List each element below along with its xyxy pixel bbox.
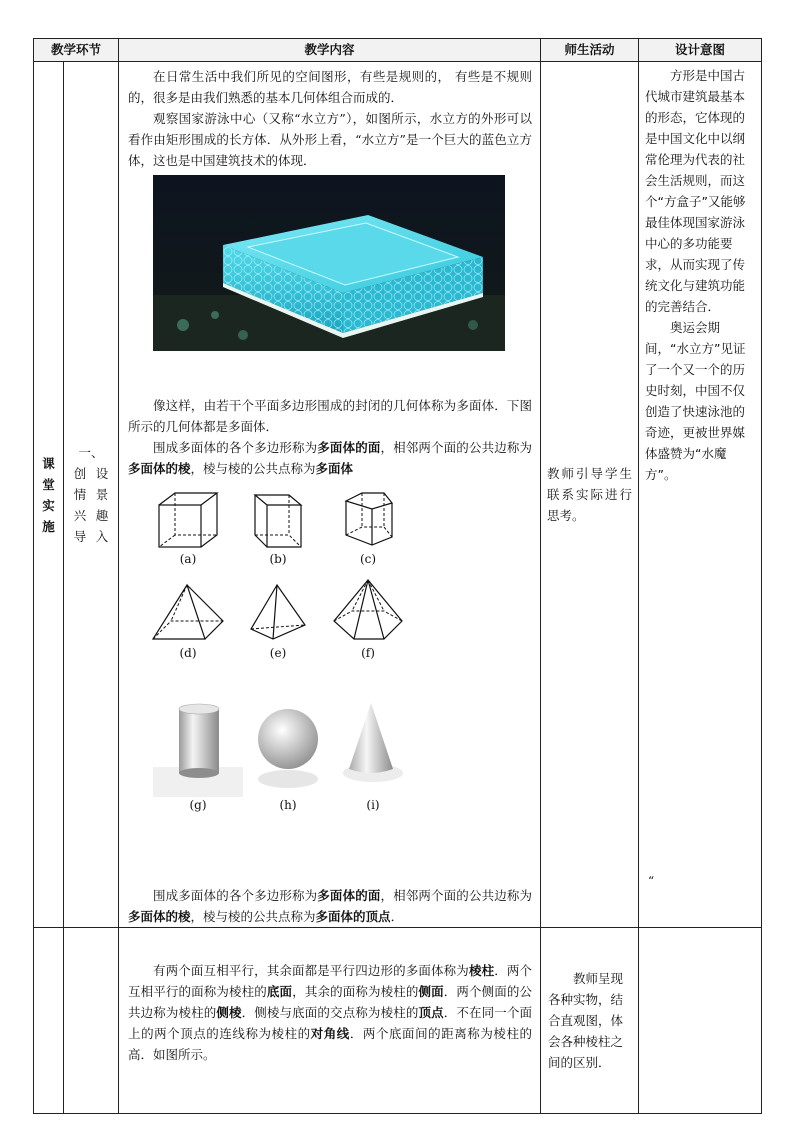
stray-quote-mark: “ [648,874,655,888]
triangular-prism-figure [251,489,305,551]
figure-caption: (f) [361,646,375,660]
stage-char: 入 [95,529,109,544]
figure-d [143,581,233,661]
row-intro [34,62,762,928]
cube-figure [156,489,220,551]
polyhedra-figures [128,489,532,869]
water-cube-photo [153,175,505,351]
content-paragraph: 像这样，由若干个平面多边形围成的封闭的几何体称为多面体．下图所示的几何体都是多面体． [128,398,533,434]
prism-definition-cell [119,928,541,1114]
figure-c [328,489,408,567]
stage-number: 一、 [78,445,104,460]
activity-cell-2: 教师呈现各种实物，结合直观图，体会各种棱柱之间的区别． [541,928,639,1114]
empty-cell [34,928,64,1114]
figure-h [243,701,333,813]
stage-char: 情 [73,487,87,502]
stage-char: 趣 [95,508,109,523]
pentagonal-prism-figure [340,489,396,551]
section-label [34,62,64,928]
header-intent: 设计意图 [639,39,762,62]
stage-char: 设 [95,466,109,481]
header-stage: 教学环节 [34,39,119,62]
section-char: 实 [42,497,55,513]
section-char: 课 [42,455,55,471]
content-paragraph: 在日常生活中我们所见的空间图形，有些是规则的， 有些是不规则的，很多是由我们熟悉的基本几何体组合而成的． [128,69,533,105]
figure-e [238,581,318,661]
header-row [34,39,762,62]
figure-caption: (h) [279,798,297,812]
header-content: 教学内容 [119,39,541,62]
lesson-table [33,38,762,1114]
figure-caption: (d) [179,646,197,660]
figure-g [148,701,248,813]
activity-cell: 教师引导学生联系实际进行思考。 [541,62,639,928]
content-cell [119,62,541,928]
figure-i [328,701,418,813]
figure-caption: (i) [366,798,380,812]
figure-a [148,489,228,567]
prism-definition: 有两个面互相平行，其余面都是平行四边形的多面体称为棱柱．两个互相平行的面称为棱柱的底面，其余的面称为棱柱的侧面．两个侧面的公共边称为棱柱的侧棱．侧棱与底面的交点称为棱柱的顶点．不在同一个面上的两个顶点的连线称为棱柱的对角线．两个底面间的距离称为棱柱的高．如图所示。 [128,963,532,1062]
cylinder-figure [153,701,243,797]
content-paragraph: 围成多面体的各个多边形称为多面体的面，相邻两个面的公共边称为多面体的棱，棱与棱的公共点称为多面体的顶点． [128,888,532,924]
row-prism [34,928,762,1114]
stage-char: 景 [95,487,109,502]
figure-caption: (b) [269,552,287,566]
stage-label [64,62,119,928]
stage-char: 兴 [73,508,87,523]
stage-char: 导 [73,529,87,544]
intent-cell [639,62,762,928]
section-char: 堂 [42,476,55,492]
content-paragraph: 围成多面体的各个多边形称为多面体的面，相邻两个面的公共边称为多面体的棱，棱与棱的公共点称为多面体 [128,440,532,476]
square-pyramid-figure [149,581,227,645]
intent-paragraph: 方形是中国古代城市建筑最基本的形态，它体现的是中国文化中以纲常伦理为代表的社会生活规则，而这个“方盒子”又能够最佳体现国家游泳中心的多功能要求，从而实现了传统文化与建筑功能的完善结合． [645,68,746,314]
header-activity: 师生活动 [541,39,639,62]
figure-f [326,577,410,661]
empty-cell [64,928,119,1114]
content-paragraph: 观察国家游泳中心（又称“水立方”），如图所示，水立方的外形可以看作由矩形围成的长方体．从外形上看，“水立方”是一个巨大的蓝色立方体，这也是中国建筑技术的体现． [128,111,533,168]
section-char: 施 [42,518,55,534]
tetrahedron-figure [247,581,309,645]
figure-caption: (c) [359,552,377,566]
figure-caption: (g) [189,798,207,812]
empty-cell [639,928,762,1114]
figure-caption: (a) [179,552,197,566]
figure-b [238,489,318,567]
sphere-figure [248,701,328,797]
cone-figure [333,701,413,797]
pentagonal-pyramid-figure [330,577,406,645]
intent-paragraph: 奥运会期间，“水立方”见证了一个又一个的历史时刻，中国不仅创造了快速泳池的奇迹，更被世界媒体盛赞为“水魔方”。 [645,320,746,482]
figure-caption: (e) [269,646,287,660]
stage-char: 创 [73,466,87,481]
